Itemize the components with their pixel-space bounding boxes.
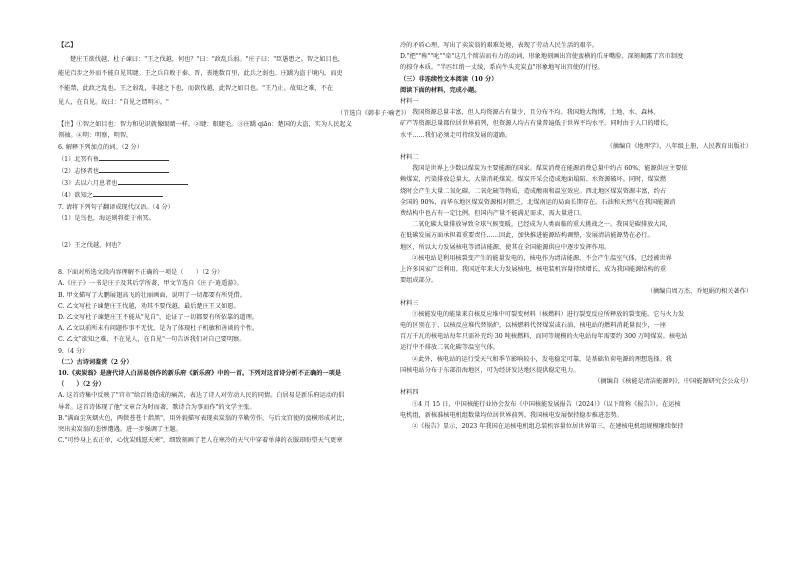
annotation-note-cont: 领袖。④明：明察，明智。 <box>58 132 133 140</box>
q10-option: C."可怜身上衣正单，心忧炭贱愿天寒"，细致刻画了老人在寒冷的天气中穿着单薄的衣服却盼望天气更寒 <box>58 437 343 445</box>
question-10: 10.《卖炭翁》是唐代诗人白居易创作的新乐府《新乐府》中的一首。下列对这首诗分析不正确的一项是 <box>58 370 342 378</box>
material-line: 矿产等资源总量都位居世界前列，但资源人均占有量普遍低于世界平均水平。同时由于人口的增长， <box>400 120 673 128</box>
material-line: ①核能发电的能量来自核反应堆中可裂变材料（核燃料）进行裂变反应所释放的裂变能。它与火力发 <box>412 310 685 318</box>
material-4-label: 材料四 <box>400 389 419 397</box>
q6-item: （3）去以六月息者也 <box>58 177 416 189</box>
section-title-yi: 【乙】 <box>58 42 77 49</box>
material-line: 水平……我们必须走可持续发展的道路。 <box>400 131 512 139</box>
passage-line: 能见百步之外而不能自见其睫。王之兵自败于秦、晋，丧地数百里，此兵之弱也。庄蹻为盗于境内，而吏 <box>58 70 343 78</box>
passage-line: 见人，在自见。故曰："自见之谓明④。" <box>58 98 169 106</box>
q10-option-cont: 冷的矛盾心理，写出了卖炭翁的艰难处境，表现了劳动人民生活的艰辛。 <box>400 42 598 49</box>
q8-option: C. 乙文写杜子谏楚庄王伐越，劝其不要伐越，最后楚庄王又如愿。 <box>58 302 240 310</box>
answer-blank[interactable] <box>99 153 169 161</box>
q10-option: 导者。这首诗体现了他"文章合为时而著，歌诗合为事而作"的文学主张。 <box>58 403 256 411</box>
material-2-label: 材料二 <box>400 154 419 162</box>
q8-option: D. 乙文写杜子谏楚庄王不能从"见自"，论证了一切都要有所依靠的道理。 <box>58 314 258 322</box>
q10-option-cont: 的掠夺本质。"半匹红绡一丈绫，系向牛头充炭直"形象地写出宫使的行径。 <box>400 64 604 72</box>
material-line: ②核电站是利用核裂变产生的能量发电的，核电作为清洁能源，不会产生温室气体，已经被世界 <box>412 254 672 262</box>
section-3-title: （三）非连续性文本阅读（10 分） <box>400 75 498 83</box>
material-line: 地区，所以大力发展核电等清洁能源，使其在全国能源供应中逐步发挥作用。 <box>400 243 611 251</box>
material-line: 我国资源总量丰富，但人均资源占有量少，且分布不均。我国地大物博，土地、水、森林、 <box>412 109 660 117</box>
passage-line: 不能禁，此政之乱也。王之弱乱，非越之下也，而欲伐越，此智之如目也。"王乃止。故知之难，不在 <box>58 84 334 92</box>
material-line: 要组成部分。 <box>400 277 438 285</box>
material-line: ②此外，核电站的运行受天气和季节影响较小，发电稳定可靠，是基础负荷电源的理想选择。我 <box>412 355 672 363</box>
material-line: 电的区别在于，以核反应堆代替锅炉，以核燃料代替煤炭或石油，核电站的燃料消耗量很少，一座 <box>400 322 667 330</box>
q8-option: B. 甲文描写了大鹏展翅高飞的壮丽画面，说明了一切都要有所凭借。 <box>58 291 246 299</box>
q7-item-2: （2）王之伐越，何也？ <box>58 242 124 250</box>
material-2-source: （摘编自周万杰、乔旭娟的相关著作） <box>646 288 752 296</box>
passage-line: 楚庄王欲伐越，杜子谏曰："王之伐越，何也？"曰："政乱兵弱。"庄子曰："臣愚患之。智之如目也， <box>70 56 345 64</box>
q10-option: 突出卖炭翁的悲惨遭遇。进一步强调了主题。 <box>58 426 182 434</box>
material-line: 电机组，新核准核电机组数量均位居世界前列。我国核电发展保持稳步推进态势。 <box>400 411 623 419</box>
material-line: 烧时会产生大量二氧化碳、二氧化硫等物质，造成酸雨和温室效应。西北地区煤炭资源丰富，约占 <box>400 187 667 195</box>
question-8: 8. 下面对所选文段内容理解不正确的一项是（ ）（2 分） <box>58 269 224 277</box>
section-2-title: （二）古诗词鉴赏（2 分） <box>58 358 133 366</box>
answer-blank[interactable] <box>93 189 163 197</box>
q8-option: A.《庄子》一书是庄子及其后学所著，甲文节选自《庄子·逍遥游》。 <box>58 280 243 288</box>
material-line: 二氧化碳大量排放导致全球气候变暖，已经成为人类面临的重大挑战之一。我国是碳排放大国， <box>412 221 672 229</box>
material-line: 我国是世界上少数以煤炭为主要能源的国家。煤炭消费在能源消费总量中约占 60%，能源供应主要依 <box>412 165 688 173</box>
material-line: 上许多国家广泛利用。我国近年来大力发展核电，核电装机容量持续增长，成为我国能源结构的重 <box>400 266 667 274</box>
material-line: 赖煤炭，污染排放总量大。大量消耗煤炭。煤炭开采会造成地面塌陷、水资源破坏。同时，煤炭燃 <box>400 176 667 184</box>
q10-option: D."把""称""叱""牵"这几个简洁而有力的动词，形象地刻画出宫使蛮横的爪牙嘴脸，深刻揭露了宫市制度 <box>400 53 684 61</box>
q10-option: B."满面尘灰烟火色，两鬓苍苍十指黑"，用外貌描写表现卖炭翁的辛勤劳作，与后文宫使的蛮横形成对比， <box>58 414 349 422</box>
q8-option: C. 乙文"欲知之难，不在见人，在自见"一句告诉我们对自己要明察。 <box>58 336 246 344</box>
material-line: ①4 月 15 日，中国核能行业协会发布《中国核能发展报告（2024）》（以下简称《报告》）。在运核 <box>412 400 681 408</box>
q6-item: （2）志怪者也 <box>58 165 416 177</box>
question-7: 7. 请将下列句子翻译成现代汉语。（4 分） <box>58 203 174 211</box>
annotation-note: 【注】①智之如目也：智力和见识就像眼睛一样。②睫：眼睫毛。③庄蹻 qiāo：楚国的大盗，实为人民起义 <box>58 121 352 129</box>
material-line: 在低碳发展方面承担着重要责任……因此，加快推进能源结构调整，发展清洁能源势在必行。 <box>400 232 654 240</box>
answer-blank[interactable] <box>99 165 169 173</box>
reading-instruction: 阅读下面的材料，完成小题。 <box>400 86 481 94</box>
material-line: 百万千瓦的核电站每年只需补充约 30 吨核燃料，而同等规模的火电站每年需要约 300 万吨煤炭。核电站 <box>400 333 688 341</box>
answer-blank[interactable] <box>118 177 188 185</box>
material-line: 费结构中也占有一定比例，但国内产量不能满足需求，需大量进口。 <box>400 210 586 218</box>
q7-item-1: （1）是鸟也，海运则将徙于南冥。 <box>58 214 155 222</box>
material-line: 国核电站分布于东部沿海地区，可为经济发达地区提供稳定电力。 <box>400 366 580 374</box>
q6-item: （1）北冥有鱼 <box>58 153 416 165</box>
material-3-label: 材料三 <box>400 299 419 307</box>
material-line: 运行中不排放二氧化碳等温室气体。 <box>400 344 499 352</box>
passage-source: （节选自《韩非子·喻老》） <box>336 110 410 118</box>
question-10-cont: （ ）（2 分） <box>58 381 105 389</box>
question-9: 9.（4 分） <box>58 347 89 355</box>
material-3-source: （摘编自《核能是清洁能源吗》，中国能源研究会公众号） <box>594 378 752 386</box>
material-line: ②《报告》显示，2023 年我国在运核电机组总装机容量位居世界第三，在建核电机组规模继续保持 <box>412 422 684 430</box>
q10-option: A. 这首诗集中反映了"宫市"给百姓造成的痛苦，表达了诗人对劳动人民的同情。白居易是新乐府运动的倡 <box>58 392 345 400</box>
material-line: 全国的 90%，而华东地区煤炭资源相对匮乏，北煤南运的局面长期存在。石油和天然气在我国能源消 <box>400 198 676 206</box>
right-column <box>400 40 758 432</box>
left-column <box>58 40 416 447</box>
material-1-source: （摘编自《地理学》，八年级上册，人民教育出版社） <box>606 142 752 150</box>
material-1-label: 材料一 <box>400 98 419 106</box>
q6-item: （4）欲知之 <box>58 189 416 201</box>
q8-option: A. 乙文以前所未有问题作事不无忧，是为了体现杜子机敏和善谈的个性。 <box>58 325 259 333</box>
question-6: 6. 解释下列加点的词。（2 分） <box>58 143 143 151</box>
